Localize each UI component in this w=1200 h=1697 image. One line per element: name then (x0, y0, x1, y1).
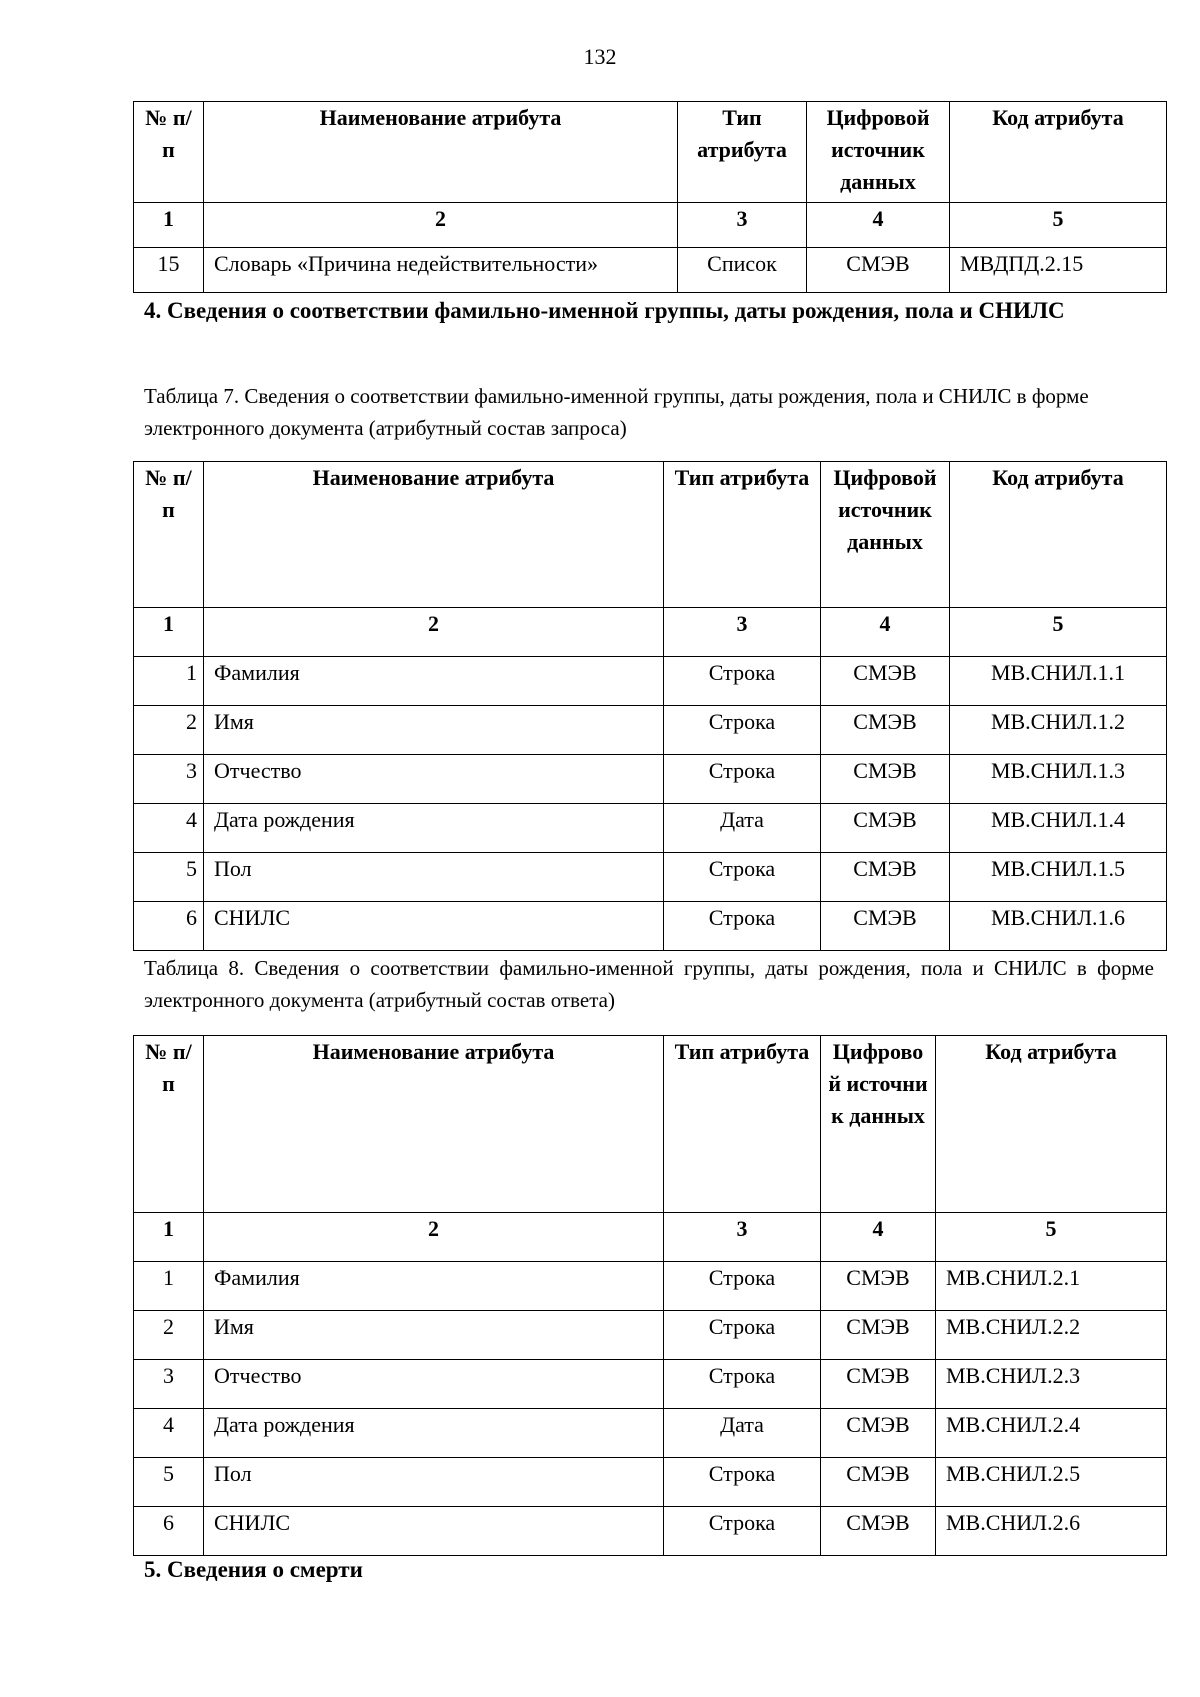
row-source: СМЭВ (807, 248, 950, 293)
row-name: Дата рождения (204, 804, 664, 853)
table-row (134, 1262, 1167, 1311)
header-type: Тип атрибута (664, 1036, 821, 1213)
row-name: Фамилия (204, 657, 664, 706)
table-row (134, 1409, 1167, 1458)
header-code: Код атрибута (936, 1036, 1167, 1213)
header-num: № п/п (134, 102, 204, 203)
row-num: 2 (134, 706, 204, 755)
row-source: СМЭВ (821, 1409, 936, 1458)
row-name: Имя (204, 1311, 664, 1360)
row-code: МВ.СНИЛ.1.2 (950, 706, 1167, 755)
col-number: 4 (821, 1213, 936, 1262)
row-name: Отчество (204, 1360, 664, 1409)
header-name: Наименование атрибута (204, 102, 678, 203)
row-type: Строка (664, 1507, 821, 1556)
row-name: Пол (204, 1458, 664, 1507)
row-type: Строка (664, 853, 821, 902)
table-row (134, 755, 1167, 804)
col-number: 5 (950, 608, 1167, 657)
row-source: СМЭВ (821, 1360, 936, 1409)
row-source: СМЭВ (821, 853, 950, 902)
col-number: 4 (821, 608, 950, 657)
row-code: МВДПД.2.15 (950, 248, 1167, 293)
col-number: 2 (204, 608, 664, 657)
table-row (134, 248, 1167, 293)
row-num: 5 (134, 1458, 204, 1507)
row-code: МВ.СНИЛ.2.2 (936, 1311, 1167, 1360)
row-type: Строка (664, 1262, 821, 1311)
row-num: 4 (134, 1409, 204, 1458)
table-8 (133, 1035, 1167, 1556)
row-name: Имя (204, 706, 664, 755)
row-code: МВ.СНИЛ.1.3 (950, 755, 1167, 804)
row-source: СМЭВ (821, 1507, 936, 1556)
table-7-caption: Таблица 7. Сведения о соответствии фамильно-именной группы, даты рождения, пола и СНИЛС в форме электронного документа (атрибутный состав запроса) (144, 384, 1089, 440)
table-row (134, 804, 1167, 853)
row-source: СМЭВ (821, 902, 950, 951)
header-name: Наименование атрибута (204, 462, 664, 608)
row-type: Строка (664, 902, 821, 951)
row-source: СМЭВ (821, 1262, 936, 1311)
col-number: 2 (204, 1213, 664, 1262)
row-code: МВ.СНИЛ.2.1 (936, 1262, 1167, 1311)
row-num: 1 (134, 657, 204, 706)
row-source: СМЭВ (821, 706, 950, 755)
header-type: Тип атрибута (664, 462, 821, 608)
row-type: Строка (664, 1360, 821, 1409)
row-num: 15 (134, 248, 204, 293)
row-type: Строка (664, 1458, 821, 1507)
row-type: Дата (664, 1409, 821, 1458)
table-row (134, 902, 1167, 951)
row-num: 5 (134, 853, 204, 902)
header-source: Цифровой источник данных (807, 102, 950, 203)
header-code: Код атрибута (950, 462, 1167, 608)
col-number: 5 (950, 203, 1167, 248)
col-number: 1 (134, 203, 204, 248)
row-code: МВ.СНИЛ.1.1 (950, 657, 1167, 706)
page-number: 132 (583, 44, 617, 69)
table-row (134, 706, 1167, 755)
column-number-row (134, 203, 1167, 248)
header-num: № п/п (134, 462, 204, 608)
col-number: 3 (664, 608, 821, 657)
header-name: Наименование атрибута (204, 1036, 664, 1213)
row-num: 3 (134, 1360, 204, 1409)
row-num: 2 (134, 1311, 204, 1360)
row-name: Словарь «Причина недействительности» (204, 248, 678, 293)
row-code: МВ.СНИЛ.2.6 (936, 1507, 1167, 1556)
col-number: 3 (664, 1213, 821, 1262)
row-name: Отчество (204, 755, 664, 804)
row-num: 1 (134, 1262, 204, 1311)
col-number: 2 (204, 203, 678, 248)
col-number: 1 (134, 1213, 204, 1262)
row-num: 4 (134, 804, 204, 853)
row-source: СМЭВ (821, 657, 950, 706)
table-7 (133, 461, 1167, 951)
row-num: 6 (134, 902, 204, 951)
row-num: 6 (134, 1507, 204, 1556)
col-number: 3 (678, 203, 807, 248)
row-source: СМЭВ (821, 804, 950, 853)
column-number-row (134, 608, 1167, 657)
row-name: Фамилия (204, 1262, 664, 1311)
header-type: Тип атрибута (678, 102, 807, 203)
table-header-row (134, 1036, 1167, 1213)
col-number: 4 (807, 203, 950, 248)
table-row (134, 853, 1167, 902)
section-5-heading: 5. Сведения о смерти (144, 1557, 363, 1582)
row-code: МВ.СНИЛ.2.5 (936, 1458, 1167, 1507)
col-number: 1 (134, 608, 204, 657)
table-row (134, 1311, 1167, 1360)
row-name: Дата рождения (204, 1409, 664, 1458)
row-source: СМЭВ (821, 1311, 936, 1360)
col-number: 5 (936, 1213, 1167, 1262)
table-row (134, 657, 1167, 706)
row-code: МВ.СНИЛ.1.6 (950, 902, 1167, 951)
row-type: Список (678, 248, 807, 293)
row-code: МВ.СНИЛ.1.5 (950, 853, 1167, 902)
row-code: МВ.СНИЛ.2.3 (936, 1360, 1167, 1409)
row-type: Строка (664, 755, 821, 804)
table-row (134, 1360, 1167, 1409)
row-name: Пол (204, 853, 664, 902)
table-row (134, 1458, 1167, 1507)
row-name: СНИЛС (204, 902, 664, 951)
row-type: Дата (664, 804, 821, 853)
row-type: Строка (664, 706, 821, 755)
row-code: МВ.СНИЛ.2.4 (936, 1409, 1167, 1458)
table-8-caption: Таблица 8. Сведения о соответствии фамильно-именной группы, даты рождения, пола и СНИЛС в форме электронного документа (атрибутный состав ответа) (144, 956, 1154, 1012)
table-row (134, 1507, 1167, 1556)
section-4-heading: 4. Сведения о соответствии фамильно-именной группы, даты рождения, пола и СНИЛС (144, 298, 1065, 323)
column-number-row (134, 1213, 1167, 1262)
header-source: Цифровой источник данных (821, 1036, 936, 1213)
header-num: № п/п (134, 1036, 204, 1213)
row-code: МВ.СНИЛ.1.4 (950, 804, 1167, 853)
row-num: 3 (134, 755, 204, 804)
row-name: СНИЛС (204, 1507, 664, 1556)
table-header-row (134, 462, 1167, 608)
header-code: Код атрибута (950, 102, 1167, 203)
row-type: Строка (664, 1311, 821, 1360)
attributes-table-continuation (133, 101, 1167, 293)
row-type: Строка (664, 657, 821, 706)
row-source: СМЭВ (821, 1458, 936, 1507)
row-source: СМЭВ (821, 755, 950, 804)
table-header-row (134, 102, 1167, 203)
header-source: Цифровой источник данных (821, 462, 950, 608)
